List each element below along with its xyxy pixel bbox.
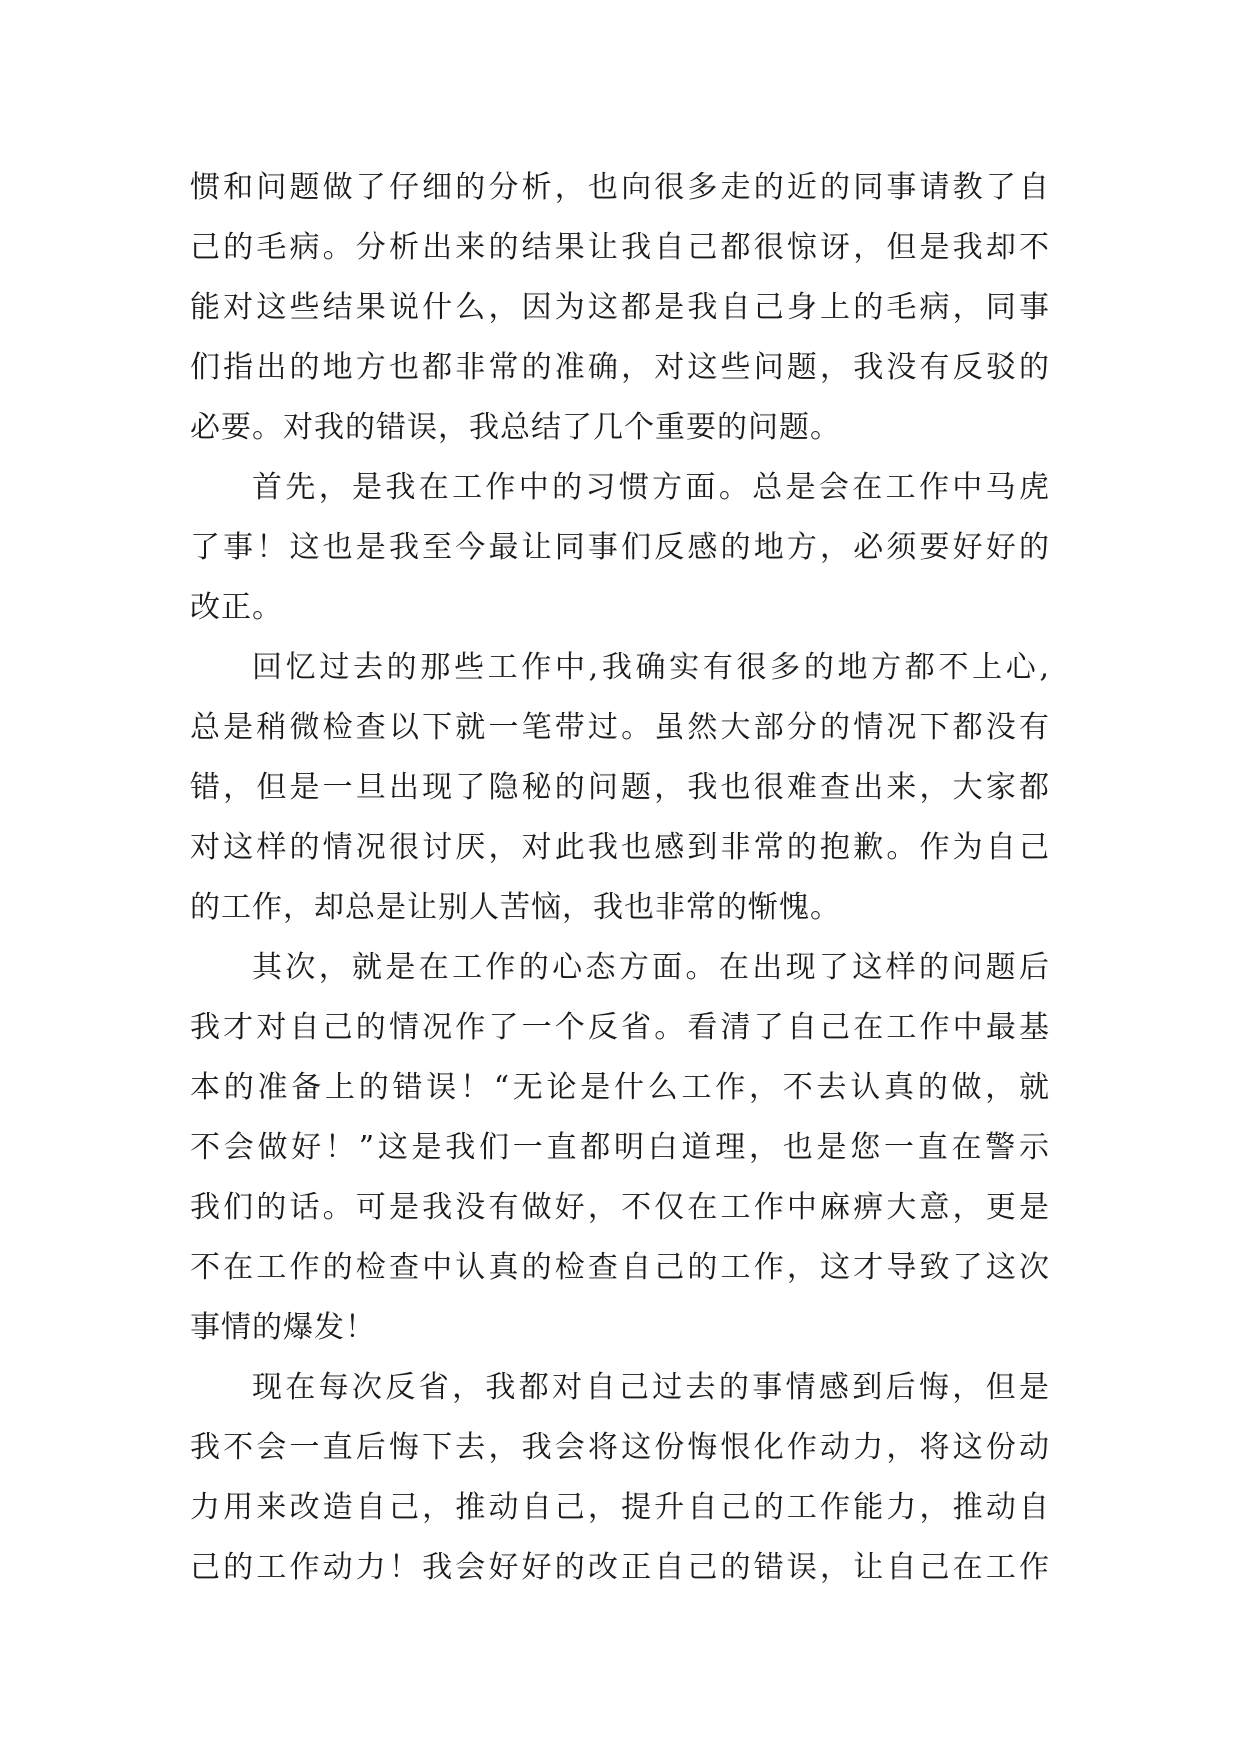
text-line: 己的工作动力！我会好好的改正自己的错误，让自己在工作 [190,1550,1050,1585]
text-line: 本的准备上的错误！“无论是什么工作，不去认真的做，就 [190,1070,1050,1105]
text-line: 必要。对我的错误，我总结了几个重要的问题。 [190,410,841,445]
document-body [190,158,1050,1598]
text-line: 首先，是我在工作中的习惯方面。总是会在工作中马虎 [252,470,1050,505]
text-line: 回忆过去的那些工作中,我确实有很多的地方都不上心, [252,650,1050,685]
text-line: 改正。 [190,590,283,625]
text-line: 力用来改造自己，推动自己，提升自己的工作能力，推动自 [190,1490,1050,1525]
text-line: 己的毛病。分析出来的结果让我自己都很惊讶，但是我却不 [190,230,1050,265]
text-line: 不会做好！”这是我们一直都明白道理，也是您一直在警示 [190,1130,1050,1165]
text-line: 错，但是一旦出现了隐秘的问题，我也很难查出来，大家都 [190,770,1050,805]
text-line: 对这样的情况很讨厌，对此我也感到非常的抱歉。作为自己 [190,830,1050,865]
text-line: 了事！这也是我至今最让同事们反感的地方，必须要好好的 [190,530,1050,565]
text-line: 惯和问题做了仔细的分析，也向很多走的近的同事请教了自 [190,170,1050,205]
text-line: 我才对自己的情况作了一个反省。看清了自己在工作中最基 [190,1010,1050,1045]
text-line: 们指出的地方也都非常的准确，对这些问题，我没有反驳的 [190,350,1050,385]
text-line: 不在工作的检查中认真的检查自己的工作，这才导致了这次 [190,1250,1050,1285]
text-line: 现在每次反省，我都对自己过去的事情感到后悔，但是 [252,1370,1050,1405]
text-line: 的工作，却总是让别人苦恼，我也非常的惭愧。 [190,890,841,925]
text-line: 我不会一直后悔下去，我会将这份悔恨化作动力，将这份动 [190,1430,1050,1465]
text-line: 其次，就是在工作的心态方面。在出现了这样的问题后 [252,950,1050,985]
text-line: 事情的爆发！ [190,1310,376,1345]
text-line: 总是稍微检查以下就一笔带过。虽然大部分的情况下都没有 [190,710,1050,745]
text-line: 我们的话。可是我没有做好，不仅在工作中麻痹大意，更是 [190,1190,1050,1225]
text-line: 能对这些结果说什么，因为这都是我自己身上的毛病，同事 [190,290,1050,325]
